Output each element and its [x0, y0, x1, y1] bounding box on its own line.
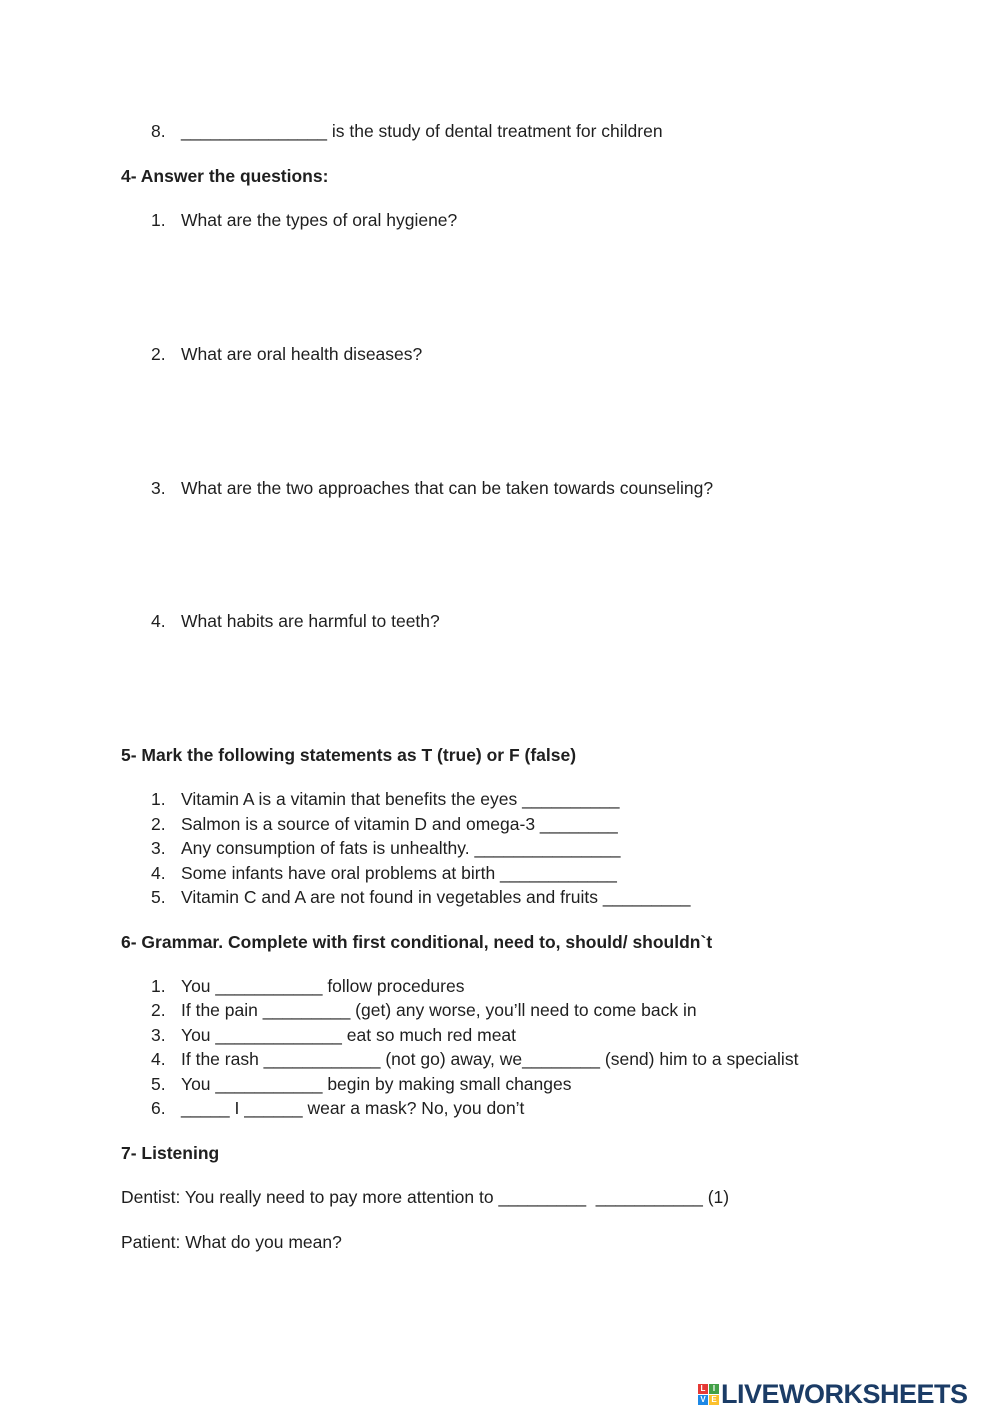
grammar-text: You _____________ eat so much red meat — [181, 1025, 517, 1045]
statement-text: Some infants have oral problems at birth ____________ — [181, 863, 617, 883]
statement-text: Any consumption of fats is unhealthy. _______________ — [181, 838, 621, 858]
dialogue-line: Dentist: You really need to pay more attention to _________ ___________ (1) — [121, 1187, 730, 1207]
statement-number: 3. — [151, 838, 166, 858]
grammar-text: If the rash ____________ (not go) away, we________ (send) him to a specialist — [181, 1049, 799, 1069]
section-heading: 6- Grammar. Complete with first conditional, need to, should/ shouldn`t — [121, 932, 713, 952]
question-number: 3. — [151, 478, 166, 498]
statement-text: Salmon is a source of vitamin D and omega-3 ________ — [181, 814, 618, 834]
grammar-number: 6. — [151, 1098, 166, 1118]
dialogue-line: Patient: What do you mean? — [121, 1232, 342, 1252]
question-text: What habits are harmful to teeth? — [181, 611, 440, 631]
statement-number: 4. — [151, 863, 166, 883]
grammar-text: You ___________ begin by making small changes — [181, 1074, 572, 1094]
grammar-text: If the pain _________ (get) any worse, you’ll need to come back in — [181, 1000, 697, 1020]
statement-number: 1. — [151, 789, 166, 809]
question-text: What are the two approaches that can be taken towards counseling? — [181, 478, 714, 498]
section-heading: 7- Listening — [121, 1143, 220, 1163]
logo-block: E — [709, 1395, 719, 1405]
grammar-text: You ___________ follow procedures — [181, 976, 465, 996]
statement-text: Vitamin A is a vitamin that benefits the eyes __________ — [181, 789, 620, 809]
item-number: 8. — [151, 121, 166, 141]
section-heading: 5- Mark the following statements as T (true) or F (false) — [121, 745, 577, 765]
grammar-number: 3. — [151, 1025, 166, 1045]
grammar-number: 5. — [151, 1074, 166, 1094]
logo-block: V — [698, 1395, 708, 1405]
question-number: 2. — [151, 344, 166, 364]
section-heading: 4- Answer the questions: — [121, 166, 329, 186]
logo-text: LIVEWORKSHEETS — [721, 1378, 968, 1409]
grammar-number: 2. — [151, 1000, 166, 1020]
statement-text: Vitamin C and A are not found in vegetables and fruits _________ — [181, 887, 691, 907]
logo-block: L — [698, 1384, 708, 1394]
question-number: 4. — [151, 611, 166, 631]
logo-blocks-icon — [698, 1384, 719, 1405]
question-text: What are the types of oral hygiene? — [181, 210, 458, 230]
logo-block: I — [709, 1384, 719, 1394]
grammar-text: _____ I ______ wear a mask? No, you don’t — [181, 1098, 525, 1118]
grammar-number: 1. — [151, 976, 166, 996]
statement-number: 2. — [151, 814, 166, 834]
question-number: 1. — [151, 210, 166, 230]
grammar-number: 4. — [151, 1049, 166, 1069]
liveworksheets-logo — [698, 1378, 968, 1410]
item-text: _______________ is the study of dental treatment for children — [181, 121, 663, 141]
statement-number: 5. — [151, 887, 166, 907]
question-text: What are oral health diseases? — [181, 344, 423, 364]
